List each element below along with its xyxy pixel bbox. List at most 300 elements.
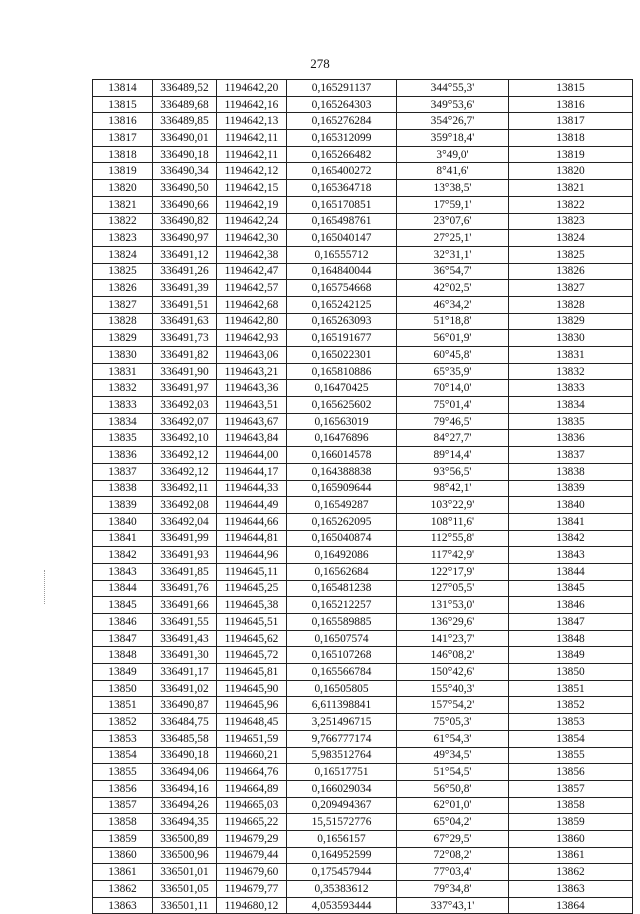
table-row <box>93 864 633 881</box>
y-coordinate-cell: 1194645,25 <box>217 580 287 597</box>
next-point-cell: 13848 <box>509 630 633 647</box>
distance-cell: 0,166014578 <box>287 447 397 464</box>
distance-cell: 0,165022301 <box>287 347 397 364</box>
y-coordinate-cell: 1194642,30 <box>217 230 287 247</box>
y-coordinate-cell: 1194679,29 <box>217 830 287 847</box>
table-row <box>93 814 633 831</box>
x-coordinate-cell: 336492,12 <box>153 463 217 480</box>
distance-cell: 0,164840044 <box>287 263 397 280</box>
y-coordinate-cell: 1194645,90 <box>217 680 287 697</box>
x-coordinate-cell: 336492,11 <box>153 480 217 497</box>
distance-cell: 0,16505805 <box>287 680 397 697</box>
page-number: 278 <box>310 56 330 71</box>
x-coordinate-cell: 336490,34 <box>153 163 217 180</box>
bearing-cell: 72°08,2' <box>397 847 509 864</box>
bearing-cell: 56°50,8' <box>397 780 509 797</box>
y-coordinate-cell: 1194664,89 <box>217 780 287 797</box>
x-coordinate-cell: 336491,99 <box>153 530 217 547</box>
point-number-cell: 13862 <box>93 881 153 898</box>
y-coordinate-cell: 1194642,57 <box>217 280 287 297</box>
bearing-cell: 46°34,2' <box>397 296 509 313</box>
next-point-cell: 13843 <box>509 547 633 564</box>
table-row <box>93 280 633 297</box>
point-number-cell: 13849 <box>93 664 153 681</box>
point-number-cell: 13828 <box>93 313 153 330</box>
next-point-cell: 13849 <box>509 647 633 664</box>
point-number-cell: 13822 <box>93 213 153 230</box>
bearing-cell: 122°17,9' <box>397 563 509 580</box>
distance-cell: 0,165312099 <box>287 130 397 147</box>
bearing-cell: 67°29,5' <box>397 830 509 847</box>
table-row <box>93 597 633 614</box>
x-coordinate-cell: 336491,30 <box>153 647 217 664</box>
distance-cell: 0,164952599 <box>287 847 397 864</box>
point-number-cell: 13853 <box>93 730 153 747</box>
next-point-cell: 13857 <box>509 780 633 797</box>
next-point-cell: 13855 <box>509 747 633 764</box>
y-coordinate-cell: 1194645,62 <box>217 630 287 647</box>
distance-cell: 0,165566784 <box>287 664 397 681</box>
next-point-cell: 13831 <box>509 347 633 364</box>
next-point-cell: 13816 <box>509 96 633 113</box>
y-coordinate-cell: 1194642,16 <box>217 96 287 113</box>
x-coordinate-cell: 336492,07 <box>153 413 217 430</box>
table-row <box>93 447 633 464</box>
y-coordinate-cell: 1194642,20 <box>217 80 287 97</box>
bearing-cell: 51°54,5' <box>397 764 509 781</box>
next-point-cell: 13845 <box>509 580 633 597</box>
bearing-cell: 51°18,8' <box>397 313 509 330</box>
next-point-cell: 13859 <box>509 814 633 831</box>
point-number-cell: 13848 <box>93 647 153 664</box>
x-coordinate-cell: 336491,97 <box>153 380 217 397</box>
bearing-cell: 84°27,7' <box>397 430 509 447</box>
coordinates-table-body <box>93 80 633 914</box>
distance-cell: 0,165291137 <box>287 80 397 97</box>
point-number-cell: 13845 <box>93 597 153 614</box>
bearing-cell: 36°54,7' <box>397 263 509 280</box>
distance-cell: 9,766777174 <box>287 730 397 747</box>
x-coordinate-cell: 336484,75 <box>153 714 217 731</box>
table-row <box>93 614 633 631</box>
x-coordinate-cell: 336494,06 <box>153 764 217 781</box>
y-coordinate-cell: 1194642,11 <box>217 130 287 147</box>
distance-cell: 0,16507574 <box>287 630 397 647</box>
next-point-cell: 13854 <box>509 730 633 747</box>
distance-cell: 0,165242125 <box>287 296 397 313</box>
next-point-cell: 13820 <box>509 163 633 180</box>
next-point-cell: 13822 <box>509 196 633 213</box>
table-row <box>93 146 633 163</box>
x-coordinate-cell: 336491,76 <box>153 580 217 597</box>
x-coordinate-cell: 336492,12 <box>153 447 217 464</box>
distance-cell: 0,164388838 <box>287 463 397 480</box>
y-coordinate-cell: 1194643,67 <box>217 413 287 430</box>
next-point-cell: 13833 <box>509 380 633 397</box>
bearing-cell: 155°40,3' <box>397 680 509 697</box>
point-number-cell: 13859 <box>93 830 153 847</box>
y-coordinate-cell: 1194648,45 <box>217 714 287 731</box>
next-point-cell: 13838 <box>509 463 633 480</box>
next-point-cell: 13844 <box>509 563 633 580</box>
distance-cell: 0,165909644 <box>287 480 397 497</box>
table-row <box>93 196 633 213</box>
y-coordinate-cell: 1194644,33 <box>217 480 287 497</box>
distance-cell: 0,165589885 <box>287 614 397 631</box>
x-coordinate-cell: 336490,66 <box>153 196 217 213</box>
bearing-cell: 60°45,8' <box>397 347 509 364</box>
table-row <box>93 881 633 898</box>
next-point-cell: 13830 <box>509 330 633 347</box>
table-row <box>93 780 633 797</box>
distance-cell: 15,51572776 <box>287 814 397 831</box>
distance-cell: 0,166029034 <box>287 780 397 797</box>
y-coordinate-cell: 1194643,21 <box>217 363 287 380</box>
y-coordinate-cell: 1194645,96 <box>217 697 287 714</box>
bearing-cell: 117°42,9' <box>397 547 509 564</box>
y-coordinate-cell: 1194642,38 <box>217 246 287 263</box>
point-number-cell: 13851 <box>93 697 153 714</box>
y-coordinate-cell: 1194642,11 <box>217 146 287 163</box>
next-point-cell: 13860 <box>509 830 633 847</box>
distance-cell: 6,611398841 <box>287 697 397 714</box>
y-coordinate-cell: 1194644,81 <box>217 530 287 547</box>
distance-cell: 4,053593444 <box>287 897 397 914</box>
distance-cell: 0,165276284 <box>287 113 397 130</box>
distance-cell: 0,165364718 <box>287 180 397 197</box>
distance-cell: 5,983512764 <box>287 747 397 764</box>
next-point-cell: 13818 <box>509 130 633 147</box>
next-point-cell: 13827 <box>509 280 633 297</box>
point-number-cell: 13833 <box>93 397 153 414</box>
distance-cell: 0,16563019 <box>287 413 397 430</box>
point-number-cell: 13844 <box>93 580 153 597</box>
y-coordinate-cell: 1194642,80 <box>217 313 287 330</box>
x-coordinate-cell: 336492,04 <box>153 513 217 530</box>
next-point-cell: 13841 <box>509 513 633 530</box>
next-point-cell: 13829 <box>509 313 633 330</box>
point-number-cell: 13841 <box>93 530 153 547</box>
table-row <box>93 480 633 497</box>
bearing-cell: 65°35,9' <box>397 363 509 380</box>
bearing-cell: 56°01,9' <box>397 330 509 347</box>
bearing-cell: 27°25,1' <box>397 230 509 247</box>
x-coordinate-cell: 336489,52 <box>153 80 217 97</box>
bearing-cell: 65°04,2' <box>397 814 509 831</box>
distance-cell: 0,209494367 <box>287 797 397 814</box>
point-number-cell: 13846 <box>93 614 153 631</box>
table-row <box>93 530 633 547</box>
bearing-cell: 32°31,1' <box>397 246 509 263</box>
y-coordinate-cell: 1194660,21 <box>217 747 287 764</box>
point-number-cell: 13839 <box>93 497 153 514</box>
y-coordinate-cell: 1194680,12 <box>217 897 287 914</box>
next-point-cell: 13837 <box>509 447 633 464</box>
distance-cell: 0,165212257 <box>287 597 397 614</box>
x-coordinate-cell: 336491,26 <box>153 263 217 280</box>
y-coordinate-cell: 1194664,76 <box>217 764 287 781</box>
x-coordinate-cell: 336485,58 <box>153 730 217 747</box>
distance-cell: 0,165262095 <box>287 513 397 530</box>
bearing-cell: 344°55,3' <box>397 80 509 97</box>
x-coordinate-cell: 336491,93 <box>153 547 217 564</box>
next-point-cell: 13853 <box>509 714 633 731</box>
x-coordinate-cell: 336491,85 <box>153 563 217 580</box>
point-number-cell: 13819 <box>93 163 153 180</box>
next-point-cell: 13832 <box>509 363 633 380</box>
table-row <box>93 847 633 864</box>
next-point-cell: 13856 <box>509 764 633 781</box>
x-coordinate-cell: 336489,68 <box>153 96 217 113</box>
distance-cell: 0,165264303 <box>287 96 397 113</box>
table-row <box>93 563 633 580</box>
point-number-cell: 13816 <box>93 113 153 130</box>
table-row <box>93 80 633 97</box>
x-coordinate-cell: 336490,97 <box>153 230 217 247</box>
x-coordinate-cell: 336492,03 <box>153 397 217 414</box>
x-coordinate-cell: 336489,85 <box>153 113 217 130</box>
point-number-cell: 13834 <box>93 413 153 430</box>
distance-cell: 0,165625602 <box>287 397 397 414</box>
next-point-cell: 13851 <box>509 680 633 697</box>
distance-cell: 3,251496715 <box>287 714 397 731</box>
table-row <box>93 430 633 447</box>
y-coordinate-cell: 1194643,36 <box>217 380 287 397</box>
bearing-cell: 127°05,5' <box>397 580 509 597</box>
table-row <box>93 296 633 313</box>
distance-cell: 0,165107268 <box>287 647 397 664</box>
next-point-cell: 13823 <box>509 213 633 230</box>
point-number-cell: 13835 <box>93 430 153 447</box>
x-coordinate-cell: 336500,96 <box>153 847 217 864</box>
point-number-cell: 13823 <box>93 230 153 247</box>
distance-cell: 0,165191677 <box>287 330 397 347</box>
distance-cell: 0,175457944 <box>287 864 397 881</box>
y-coordinate-cell: 1194642,13 <box>217 113 287 130</box>
distance-cell: 0,16492086 <box>287 547 397 564</box>
bearing-cell: 136°29,6' <box>397 614 509 631</box>
point-number-cell: 13832 <box>93 380 153 397</box>
x-coordinate-cell: 336490,01 <box>153 130 217 147</box>
table-row <box>93 680 633 697</box>
bearing-cell: 108°11,6' <box>397 513 509 530</box>
next-point-cell: 13828 <box>509 296 633 313</box>
bearing-cell: 112°55,8' <box>397 530 509 547</box>
table-row <box>93 180 633 197</box>
coordinates-table <box>92 79 633 914</box>
table-row <box>93 547 633 564</box>
y-coordinate-cell: 1194644,66 <box>217 513 287 530</box>
x-coordinate-cell: 336490,18 <box>153 146 217 163</box>
distance-cell: 0,165040874 <box>287 530 397 547</box>
x-coordinate-cell: 336491,73 <box>153 330 217 347</box>
x-coordinate-cell: 336494,16 <box>153 780 217 797</box>
y-coordinate-cell: 1194679,60 <box>217 864 287 881</box>
distance-cell: 0,16549287 <box>287 497 397 514</box>
distance-cell: 0,16476896 <box>287 430 397 447</box>
bearing-cell: 23°07,6' <box>397 213 509 230</box>
point-number-cell: 13817 <box>93 130 153 147</box>
bearing-cell: 103°22,9' <box>397 497 509 514</box>
bearing-cell: 337°43,1' <box>397 897 509 914</box>
table-row <box>93 897 633 914</box>
point-number-cell: 13854 <box>93 747 153 764</box>
next-point-cell: 13846 <box>509 597 633 614</box>
table-row <box>93 664 633 681</box>
x-coordinate-cell: 336491,12 <box>153 246 217 263</box>
point-number-cell: 13830 <box>93 347 153 364</box>
distance-cell: 0,165040147 <box>287 230 397 247</box>
y-coordinate-cell: 1194642,15 <box>217 180 287 197</box>
y-coordinate-cell: 1194645,72 <box>217 647 287 664</box>
bearing-cell: 93°56,5' <box>397 463 509 480</box>
distance-cell: 0,16470425 <box>287 380 397 397</box>
point-number-cell: 13825 <box>93 263 153 280</box>
bearing-cell: 17°59,1' <box>397 196 509 213</box>
bearing-cell: 42°02,5' <box>397 280 509 297</box>
table-row <box>93 263 633 280</box>
table-row <box>93 397 633 414</box>
x-coordinate-cell: 336490,87 <box>153 697 217 714</box>
y-coordinate-cell: 1194644,96 <box>217 547 287 564</box>
point-number-cell: 13861 <box>93 864 153 881</box>
point-number-cell: 13858 <box>93 814 153 831</box>
x-coordinate-cell: 336491,63 <box>153 313 217 330</box>
point-number-cell: 13850 <box>93 680 153 697</box>
x-coordinate-cell: 336490,82 <box>153 213 217 230</box>
next-point-cell: 13862 <box>509 864 633 881</box>
table-row <box>93 230 633 247</box>
table-row <box>93 313 633 330</box>
point-number-cell: 13840 <box>93 513 153 530</box>
distance-cell: 0,165754668 <box>287 280 397 297</box>
point-number-cell: 13852 <box>93 714 153 731</box>
x-coordinate-cell: 336491,02 <box>153 680 217 697</box>
point-number-cell: 13827 <box>93 296 153 313</box>
distance-cell: 0,16562684 <box>287 563 397 580</box>
y-coordinate-cell: 1194644,49 <box>217 497 287 514</box>
y-coordinate-cell: 1194679,77 <box>217 881 287 898</box>
x-coordinate-cell: 336490,18 <box>153 747 217 764</box>
x-coordinate-cell: 336491,17 <box>153 664 217 681</box>
margin-mark <box>44 570 51 604</box>
point-number-cell: 13814 <box>93 80 153 97</box>
y-coordinate-cell: 1194645,81 <box>217 664 287 681</box>
table-row <box>93 163 633 180</box>
table-row <box>93 697 633 714</box>
distance-cell: 0,16517751 <box>287 764 397 781</box>
bearing-cell: 146°08,2' <box>397 647 509 664</box>
bearing-cell: 359°18,4' <box>397 130 509 147</box>
point-number-cell: 13818 <box>93 146 153 163</box>
x-coordinate-cell: 336491,55 <box>153 614 217 631</box>
bearing-cell: 79°46,5' <box>397 413 509 430</box>
x-coordinate-cell: 336491,39 <box>153 280 217 297</box>
bearing-cell: 13°38,5' <box>397 180 509 197</box>
bearing-cell: 150°42,6' <box>397 664 509 681</box>
bearing-cell: 77°03,4' <box>397 864 509 881</box>
y-coordinate-cell: 1194642,24 <box>217 213 287 230</box>
y-coordinate-cell: 1194679,44 <box>217 847 287 864</box>
distance-cell: 0,165481238 <box>287 580 397 597</box>
x-coordinate-cell: 336491,51 <box>153 296 217 313</box>
x-coordinate-cell: 336500,89 <box>153 830 217 847</box>
point-number-cell: 13821 <box>93 196 153 213</box>
y-coordinate-cell: 1194644,17 <box>217 463 287 480</box>
bearing-cell: 3°49,0' <box>397 146 509 163</box>
point-number-cell: 13847 <box>93 630 153 647</box>
table-row <box>93 580 633 597</box>
table-row <box>93 830 633 847</box>
x-coordinate-cell: 336492,08 <box>153 497 217 514</box>
distance-cell: 0,165266482 <box>287 146 397 163</box>
x-coordinate-cell: 336501,11 <box>153 897 217 914</box>
next-point-cell: 13847 <box>509 614 633 631</box>
table-row <box>93 630 633 647</box>
x-coordinate-cell: 336491,90 <box>153 363 217 380</box>
next-point-cell: 13826 <box>509 263 633 280</box>
table-row <box>93 714 633 731</box>
point-number-cell: 13836 <box>93 447 153 464</box>
y-coordinate-cell: 1194643,84 <box>217 430 287 447</box>
bearing-cell: 75°05,3' <box>397 714 509 731</box>
bearing-cell: 349°53,6' <box>397 96 509 113</box>
x-coordinate-cell: 336501,01 <box>153 864 217 881</box>
next-point-cell: 13852 <box>509 697 633 714</box>
point-number-cell: 13824 <box>93 246 153 263</box>
next-point-cell: 13863 <box>509 881 633 898</box>
distance-cell: 0,165498761 <box>287 213 397 230</box>
y-coordinate-cell: 1194642,68 <box>217 296 287 313</box>
distance-cell: 0,165400272 <box>287 163 397 180</box>
table-row <box>93 246 633 263</box>
point-number-cell: 13826 <box>93 280 153 297</box>
point-number-cell: 13855 <box>93 764 153 781</box>
table-row <box>93 363 633 380</box>
point-number-cell: 13843 <box>93 563 153 580</box>
point-number-cell: 13856 <box>93 780 153 797</box>
next-point-cell: 13861 <box>509 847 633 864</box>
y-coordinate-cell: 1194645,11 <box>217 563 287 580</box>
next-point-cell: 13840 <box>509 497 633 514</box>
bearing-cell: 62°01,0' <box>397 797 509 814</box>
x-coordinate-cell: 336494,26 <box>153 797 217 814</box>
y-coordinate-cell: 1194643,51 <box>217 397 287 414</box>
y-coordinate-cell: 1194645,38 <box>217 597 287 614</box>
bearing-cell: 75°01,4' <box>397 397 509 414</box>
bearing-cell: 157°54,2' <box>397 697 509 714</box>
x-coordinate-cell: 336490,50 <box>153 180 217 197</box>
bearing-cell: 49°34,5' <box>397 747 509 764</box>
y-coordinate-cell: 1194665,22 <box>217 814 287 831</box>
point-number-cell: 13860 <box>93 847 153 864</box>
next-point-cell: 13824 <box>509 230 633 247</box>
table-row <box>93 213 633 230</box>
point-number-cell: 13842 <box>93 547 153 564</box>
distance-cell: 0,16555712 <box>287 246 397 263</box>
table-row <box>93 413 633 430</box>
y-coordinate-cell: 1194645,51 <box>217 614 287 631</box>
bearing-cell: 141°23,7' <box>397 630 509 647</box>
y-coordinate-cell: 1194642,93 <box>217 330 287 347</box>
next-point-cell: 13850 <box>509 664 633 681</box>
next-point-cell: 13864 <box>509 897 633 914</box>
next-point-cell: 13835 <box>509 413 633 430</box>
table-row <box>93 96 633 113</box>
next-point-cell: 13817 <box>509 113 633 130</box>
point-number-cell: 13815 <box>93 96 153 113</box>
y-coordinate-cell: 1194643,06 <box>217 347 287 364</box>
